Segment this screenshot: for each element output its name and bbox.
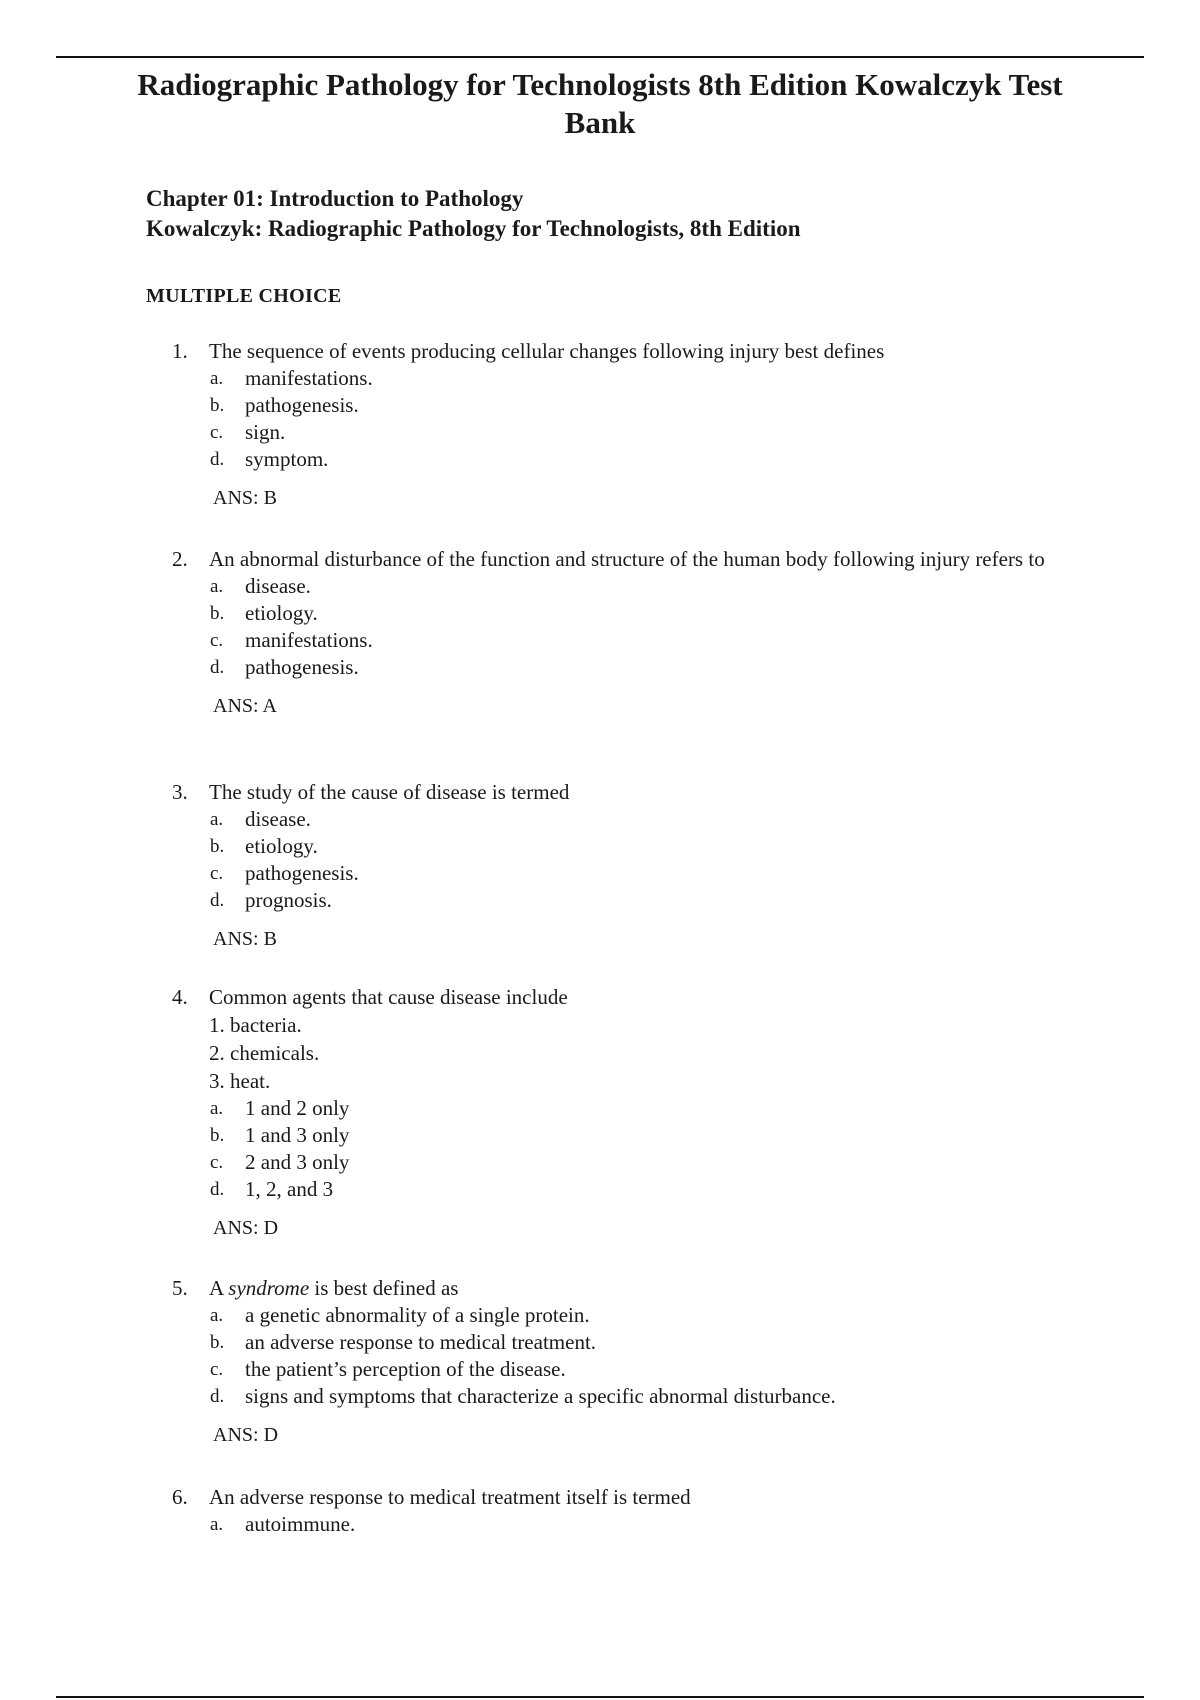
option-a	[172, 1302, 1092, 1329]
option-text: 1 and 3 only	[245, 1123, 350, 1147]
numbered-item: 2. chemicals.	[209, 1041, 320, 1065]
document-title: Radiographic Pathology for Technologists 8th Edition Kowalczyk Test Bank	[137, 67, 1063, 140]
question-text: The study of the cause of disease is termed	[209, 780, 570, 804]
question-number: 2.	[172, 547, 188, 571]
option-d	[172, 1383, 1092, 1410]
option-text: autoimmune.	[245, 1512, 356, 1536]
question-text: The sequence of events producing cellular changes following injury best defines	[209, 339, 885, 363]
option-letter: a.	[210, 809, 224, 830]
option-text: manifestations.	[245, 366, 373, 390]
option-c	[172, 1149, 1092, 1176]
option-text: a genetic abnormality of a single protein.	[245, 1303, 590, 1327]
option-text: pathogenesis.	[245, 655, 359, 679]
option-text: an adverse response to medical treatment.	[245, 1330, 597, 1354]
option-letter: a.	[210, 1098, 224, 1119]
option-letter: a.	[210, 1305, 224, 1326]
option-letter: b.	[210, 1332, 225, 1353]
option-letter: b.	[210, 1125, 225, 1146]
question-text: An abnormal disturbance of the function and structure of the human body following injury refers to	[209, 547, 1045, 571]
question-text: Common agents that cause disease include	[209, 985, 568, 1009]
stem-term: syndrome	[228, 1276, 310, 1300]
question-text	[209, 1276, 458, 1300]
question-6	[172, 1484, 1092, 1538]
option-c	[172, 419, 1092, 446]
chapter-title: Chapter 01: Introduction to Pathology	[146, 186, 524, 211]
option-text: etiology.	[245, 834, 318, 858]
option-list	[172, 1302, 1092, 1410]
stem-prefix: A	[209, 1276, 229, 1300]
option-letter: d.	[210, 449, 225, 470]
option-list	[172, 573, 1092, 681]
option-letter: d.	[210, 890, 225, 911]
option-text: pathogenesis.	[245, 393, 359, 417]
option-letter: c.	[210, 1359, 224, 1380]
question-stem	[172, 1484, 1092, 1511]
option-text: 2 and 3 only	[245, 1150, 350, 1174]
option-text: etiology.	[245, 601, 318, 625]
chapter-header	[146, 184, 801, 244]
question-stem	[172, 546, 1092, 573]
option-b	[172, 833, 1092, 860]
option-letter: d.	[210, 657, 225, 678]
question-stem	[172, 338, 1092, 365]
option-d	[172, 446, 1092, 473]
question-stem	[172, 779, 1092, 806]
question-number: 1.	[172, 339, 188, 363]
bottom-rule	[56, 1696, 1144, 1698]
question-5	[172, 1275, 1092, 1449]
option-d	[172, 887, 1092, 914]
question-1	[172, 338, 1092, 512]
option-text: disease.	[245, 807, 311, 831]
option-b	[172, 1329, 1092, 1356]
option-text: signs and symptoms that characterize a specific abnormal disturbance.	[245, 1384, 836, 1408]
option-a	[172, 1095, 1092, 1122]
option-c	[172, 1356, 1092, 1383]
question-3	[172, 779, 1092, 953]
numbered-item: 3. heat.	[209, 1069, 271, 1093]
option-c	[172, 860, 1092, 887]
top-rule	[56, 56, 1144, 58]
option-a	[172, 573, 1092, 600]
option-letter: a.	[210, 576, 224, 597]
option-list	[172, 1511, 1092, 1538]
option-letter: c.	[210, 863, 224, 884]
question-number: 5.	[172, 1276, 188, 1300]
option-b	[172, 600, 1092, 627]
answer-key: ANS: B	[213, 487, 277, 509]
question-2	[172, 546, 1092, 720]
option-list	[172, 1095, 1092, 1203]
option-text: symptom.	[245, 447, 329, 471]
option-text: sign.	[245, 420, 286, 444]
option-b	[172, 392, 1092, 419]
option-text: disease.	[245, 574, 311, 598]
option-b	[172, 1122, 1092, 1149]
answer-key: ANS: D	[213, 1217, 279, 1239]
option-text: pathogenesis.	[245, 861, 359, 885]
answer-key: ANS: A	[213, 695, 277, 717]
option-letter: c.	[210, 1152, 224, 1173]
book-reference: Kowalczyk: Radiographic Pathology for Technologists, 8th Edition	[146, 216, 801, 241]
option-c	[172, 627, 1092, 654]
option-a	[172, 806, 1092, 833]
option-letter: b.	[210, 395, 225, 416]
question-text: An adverse response to medical treatment itself is termed	[209, 1485, 691, 1509]
question-number: 6.	[172, 1485, 188, 1509]
question-4	[172, 984, 1092, 1242]
question-number: 3.	[172, 780, 188, 804]
numbered-item: 1. bacteria.	[209, 1013, 302, 1037]
stem-suffix: is best defined as	[309, 1276, 459, 1300]
option-letter: c.	[210, 422, 224, 443]
option-text: manifestations.	[245, 628, 373, 652]
option-text: 1, 2, and 3	[245, 1177, 334, 1201]
option-letter: d.	[210, 1386, 225, 1407]
option-list	[172, 365, 1092, 473]
option-letter: a.	[210, 1514, 224, 1535]
option-letter: c.	[210, 630, 224, 651]
question-number: 4.	[172, 985, 188, 1009]
question-stem	[172, 1275, 1092, 1302]
answer-key: ANS: B	[213, 928, 277, 950]
section-heading: MULTIPLE CHOICE	[146, 285, 342, 307]
option-letter: b.	[210, 603, 225, 624]
answer-key: ANS: D	[213, 1424, 279, 1446]
option-text: the patient’s perception of the disease.	[245, 1357, 566, 1381]
option-text: prognosis.	[245, 888, 332, 912]
question-stem	[172, 984, 1092, 1011]
option-a	[172, 1511, 1092, 1538]
option-letter: a.	[210, 368, 224, 389]
option-d	[172, 1176, 1092, 1203]
option-list	[172, 806, 1092, 914]
option-a	[172, 365, 1092, 392]
option-letter: b.	[210, 836, 225, 857]
option-letter: d.	[210, 1179, 225, 1200]
option-d	[172, 654, 1092, 681]
option-text: 1 and 2 only	[245, 1096, 350, 1120]
